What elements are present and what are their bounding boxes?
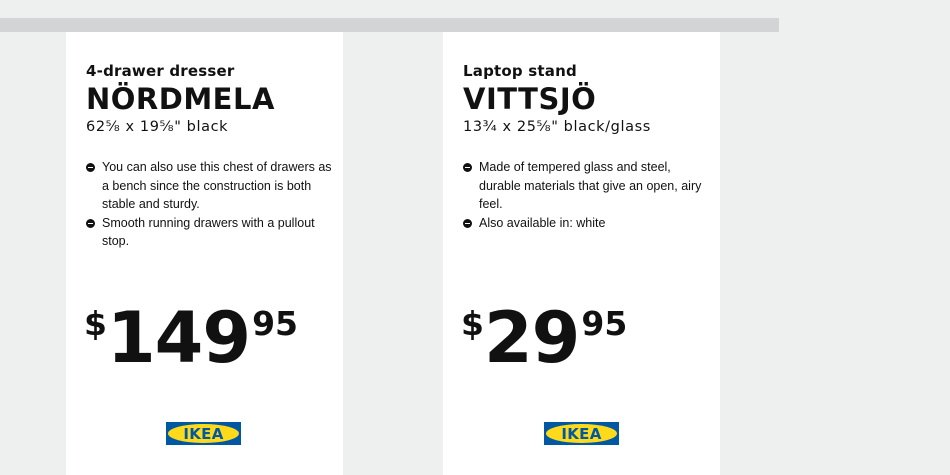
price	[84, 297, 299, 380]
price-currency: $	[84, 304, 107, 343]
top-strip	[0, 18, 779, 32]
logo-text: IKEA	[561, 424, 602, 443]
price-cents: 95	[252, 304, 299, 343]
minus-circle-icon	[463, 219, 472, 228]
price	[461, 297, 628, 380]
logo-text: IKEA	[183, 424, 224, 443]
product-dimensions: 13¾ x 25⅝" black/glass	[463, 119, 651, 135]
feature-text: You can also use this chest of drawers as a bench since the construction is both stable and sturdy.	[102, 160, 332, 211]
product-dimensions: 62⅝ x 19⅝" black	[86, 119, 229, 135]
feature-list	[463, 158, 700, 232]
price-cents: 95	[581, 304, 628, 343]
product-name: VITTSJÖ	[463, 82, 597, 116]
product-category: Laptop stand	[463, 62, 577, 80]
feature-item	[86, 214, 332, 251]
price-main: 29	[483, 297, 580, 379]
minus-circle-icon	[463, 163, 472, 172]
feature-item	[463, 158, 709, 214]
minus-circle-icon	[86, 163, 95, 172]
logo-oval	[546, 424, 617, 443]
minus-circle-icon	[86, 219, 95, 228]
product-name: NÖRDMELA	[86, 82, 275, 116]
price-currency: $	[461, 304, 484, 343]
feature-item	[86, 158, 332, 214]
product-card-nordmela	[66, 32, 343, 475]
product-category: 4-drawer dresser	[86, 62, 235, 80]
product-card-vittsjo	[443, 32, 720, 475]
logo-oval	[168, 424, 239, 443]
feature-list	[86, 158, 332, 251]
feature-text: Smooth running drawers with a pullout stop.	[102, 215, 315, 248]
feature-text: Made of tempered glass and steel, durable materials that give an open, airy feel.	[479, 160, 702, 211]
ikea-logo	[166, 422, 241, 445]
feature-text: Also available in: white	[479, 215, 606, 230]
ikea-logo	[544, 422, 619, 445]
price-main: 149	[106, 297, 251, 379]
feature-item	[463, 214, 709, 233]
